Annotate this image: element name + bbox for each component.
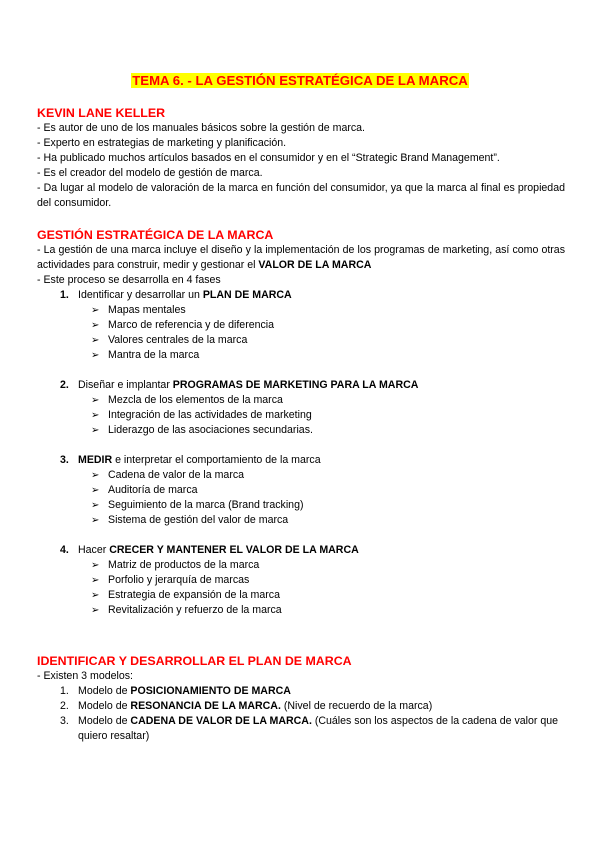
phase-2-item-2-text: Integración de las actividades de marketing <box>108 409 312 421</box>
arrow-bullet-icon: ➢ <box>91 425 100 436</box>
model-2-bold: RESONANCIA DE LA MARCA. <box>130 700 281 712</box>
phase-2-number: 2. <box>60 379 69 391</box>
model-3 <box>37 714 565 744</box>
keller-line-4: - Es el creador del modelo de gestión de marca. <box>37 167 263 179</box>
document-title: TEMA 6. - LA GESTIÓN ESTRATÉGICA DE LA MARCA <box>132 73 468 88</box>
phase-3-item-3-text: Seguimiento de la marca (Brand tracking) <box>108 499 304 511</box>
arrow-bullet-icon: ➢ <box>91 485 100 496</box>
phase-1-item-1 <box>37 303 565 318</box>
arrow-bullet-icon: ➢ <box>91 305 100 316</box>
model-2-pre: Modelo de <box>78 700 131 712</box>
arrow-bullet-icon: ➢ <box>91 500 100 511</box>
section-heading-plan-marca: IDENTIFICAR Y DESARROLLAR EL PLAN DE MARCA <box>37 654 352 668</box>
phase-4-item-2-text: Porfolio y jerarquía de marcas <box>108 574 250 586</box>
phase-4-item-2 <box>37 573 565 588</box>
arrow-bullet-icon: ➢ <box>91 335 100 346</box>
phase-4-item-4-text: Revitalización y refuerzo de la marca <box>108 604 282 616</box>
phase-1-bold: PLAN DE MARCA <box>202 289 292 301</box>
model-3-number: 3. <box>60 715 69 727</box>
model-3-pre: Modelo de <box>78 715 131 727</box>
section-keller <box>37 105 565 211</box>
phase-4-item-4 <box>37 603 565 618</box>
phase-3-item-3 <box>37 498 565 513</box>
section-heading-keller: KEVIN LANE KELLER <box>37 106 166 120</box>
model-2 <box>37 699 565 714</box>
phase-3-number: 3. <box>60 454 69 466</box>
arrow-bullet-icon: ➢ <box>91 515 100 526</box>
model-3-bold: CADENA DE VALOR DE LA MARCA. <box>130 715 312 727</box>
model-1 <box>37 684 565 699</box>
model-3-post: (Cuáles son los aspectos de la cadena de valor que quiero resaltar) <box>78 715 559 742</box>
phase-4-item-1 <box>37 558 565 573</box>
phase-1-item-3 <box>37 333 565 348</box>
phase-1 <box>37 288 565 303</box>
gestion-intro-bold: VALOR DE LA MARCA <box>258 259 372 271</box>
phase-3-item-2-text: Auditoría de marca <box>108 484 198 496</box>
arrow-bullet-icon: ➢ <box>91 470 100 481</box>
arrow-bullet-icon: ➢ <box>91 320 100 331</box>
phase-1-item-3-text: Valores centrales de la marca <box>108 334 248 346</box>
phase-2-pre: Diseñar e implantar <box>78 379 173 391</box>
phase-3-item-2 <box>37 483 565 498</box>
section-gestion <box>37 227 565 618</box>
phase-3 <box>37 453 565 468</box>
phase-1-item-4 <box>37 348 565 363</box>
gestion-intro-text: - La gestión de una marca incluye el diseño y la implementación de los programas de marketing, así como otras actividades para construir, medir y gestionar el <box>37 244 565 271</box>
arrow-bullet-icon: ➢ <box>91 395 100 406</box>
gestion-intro-2: - Este proceso se desarrolla en 4 fases <box>37 274 221 286</box>
phase-3-item-4-text: Sistema de gestión del valor de marca <box>108 514 289 526</box>
model-1-pre: Modelo de <box>78 685 131 697</box>
phase-1-item-2-text: Marco de referencia y de diferencia <box>108 319 275 331</box>
arrow-bullet-icon: ➢ <box>91 560 100 571</box>
keller-line-2: - Experto en estrategias de marketing y planificación. <box>37 137 287 149</box>
phase-1-item-1-text: Mapas mentales <box>108 304 186 316</box>
phase-4-pre: Hacer <box>78 544 110 556</box>
model-2-number: 2. <box>60 700 69 712</box>
model-1-number: 1. <box>60 685 69 697</box>
keller-line-5: - Da lugar al modelo de valoración de la marca en función del consumidor, ya que la marca al final es propiedad del consumidor. <box>37 182 565 209</box>
gestion-intro <box>37 243 565 273</box>
phase-4 <box>37 543 565 558</box>
arrow-bullet-icon: ➢ <box>91 590 100 601</box>
document-title-row <box>0 72 600 90</box>
phase-1-item-4-text: Mantra de la marca <box>108 349 200 361</box>
phase-2-item-1 <box>37 393 565 408</box>
plan-marca-intro: - Existen 3 modelos: <box>37 670 133 682</box>
phase-2-item-2 <box>37 408 565 423</box>
phase-4-bold: CRECER Y MANTENER EL VALOR DE LA MARCA <box>109 544 359 556</box>
keller-line-3: - Ha publicado muchos artículos basados en el consumidor y en el “Strategic Brand Management”. <box>37 152 500 164</box>
model-1-bold: POSICIONAMIENTO DE MARCA <box>130 685 291 697</box>
phase-3-item-1 <box>37 468 565 483</box>
model-2-post: (Nivel de recuerdo de la marca) <box>280 700 433 712</box>
phase-3-post: e interpretar el comportamiento de la marca <box>112 454 321 466</box>
phase-2-item-1-text: Mezcla de los elementos de la marca <box>108 394 283 406</box>
phase-2-bold: PROGRAMAS DE MARKETING PARA LA MARCA <box>172 379 419 391</box>
phase-4-number: 4. <box>60 544 69 556</box>
phase-1-item-2 <box>37 318 565 333</box>
arrow-bullet-icon: ➢ <box>91 350 100 361</box>
phase-4-item-3 <box>37 588 565 603</box>
arrow-bullet-icon: ➢ <box>91 575 100 586</box>
phase-4-item-1-text: Matriz de productos de la marca <box>108 559 260 571</box>
phase-2 <box>37 378 565 393</box>
section-heading-gestion: GESTIÓN ESTRATÉGICA DE LA MARCA <box>37 228 274 242</box>
arrow-bullet-icon: ➢ <box>91 605 100 616</box>
phase-3-item-1-text: Cadena de valor de la marca <box>108 469 245 481</box>
phase-4-item-3-text: Estrategia de expansión de la marca <box>108 589 280 601</box>
phase-1-number: 1. <box>60 289 69 301</box>
phase-1-pre: Identificar y desarrollar un <box>78 289 203 301</box>
phase-3-bold: MEDIR <box>78 454 113 466</box>
phase-2-item-3 <box>37 423 565 438</box>
phase-3-item-4 <box>37 513 565 528</box>
keller-line-1: - Es autor de uno de los manuales básicos sobre la gestión de marca. <box>37 122 366 134</box>
section-plan-marca <box>37 653 565 744</box>
arrow-bullet-icon: ➢ <box>91 410 100 421</box>
phase-2-item-3-text: Liderazgo de las asociaciones secundarias. <box>108 424 313 436</box>
